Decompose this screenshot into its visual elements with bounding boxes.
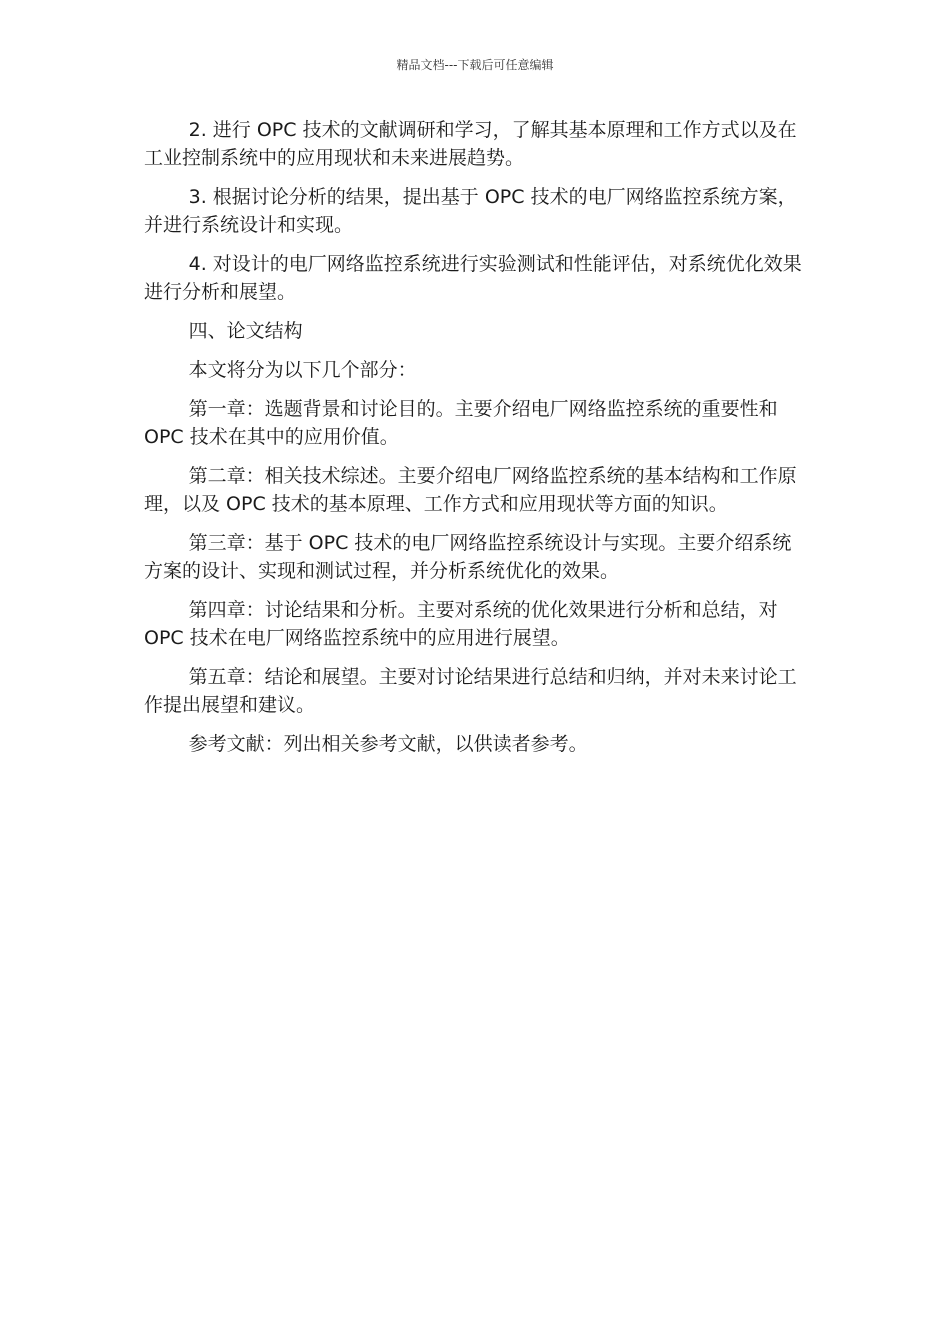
paragraph-chapter-2: 第二章：相关技术综述。主要介绍电厂网络监控系统的基本结构和工作原理，以及 OPC 技术的基本原理、工作方式和应用现状等方面的知识。 xyxy=(144,465,797,515)
paragraph-chapter-5: 第五章：结论和展望。主要对讨论结果进行总结和归纳，并对未来讨论工作提出展望和建议。 xyxy=(144,666,797,716)
section-heading-structure: 四、论文结构 xyxy=(188,320,303,342)
paragraph-chapter-3: 第三章：基于 OPC 技术的电厂网络监控系统设计与实现。主要介绍系统方案的设计、实现和测试过程，并分析系统优化的效果。 xyxy=(144,532,792,582)
paragraph-references: 参考文献：列出相关参考文献，以供读者参考。 xyxy=(188,733,588,755)
paragraph-chapter-4: 第四章：讨论结果和分析。主要对系统的优化效果进行分析和总结，对 OPC 技术在电厂网络监控系统中的应用进行展望。 xyxy=(144,599,778,649)
paragraph-item-4: 4. 对设计的电厂网络监控系统进行实验测试和性能评估，对系统优化效果进行分析和展望。 xyxy=(144,253,802,303)
page-header: 精品文档---下载后可任意编辑 xyxy=(396,58,554,72)
document-body xyxy=(144,116,808,769)
paragraph-intro: 本文将分为以下几个部分： xyxy=(188,359,417,381)
paragraph-item-2: 2. 进行 OPC 技术的文献调研和学习，了解其基本原理和工作方式以及在工业控制系统中的应用现状和未来进展趋势。 xyxy=(144,119,797,169)
paragraph-item-3: 3. 根据讨论分析的结果，提出基于 OPC 技术的电厂网络监控系统方案，并进行系统设计和实现。 xyxy=(144,186,797,236)
paragraph-chapter-1: 第一章：选题背景和讨论目的。主要介绍电厂网络监控系统的重要性和 OPC 技术在其中的应用价值。 xyxy=(144,398,778,448)
